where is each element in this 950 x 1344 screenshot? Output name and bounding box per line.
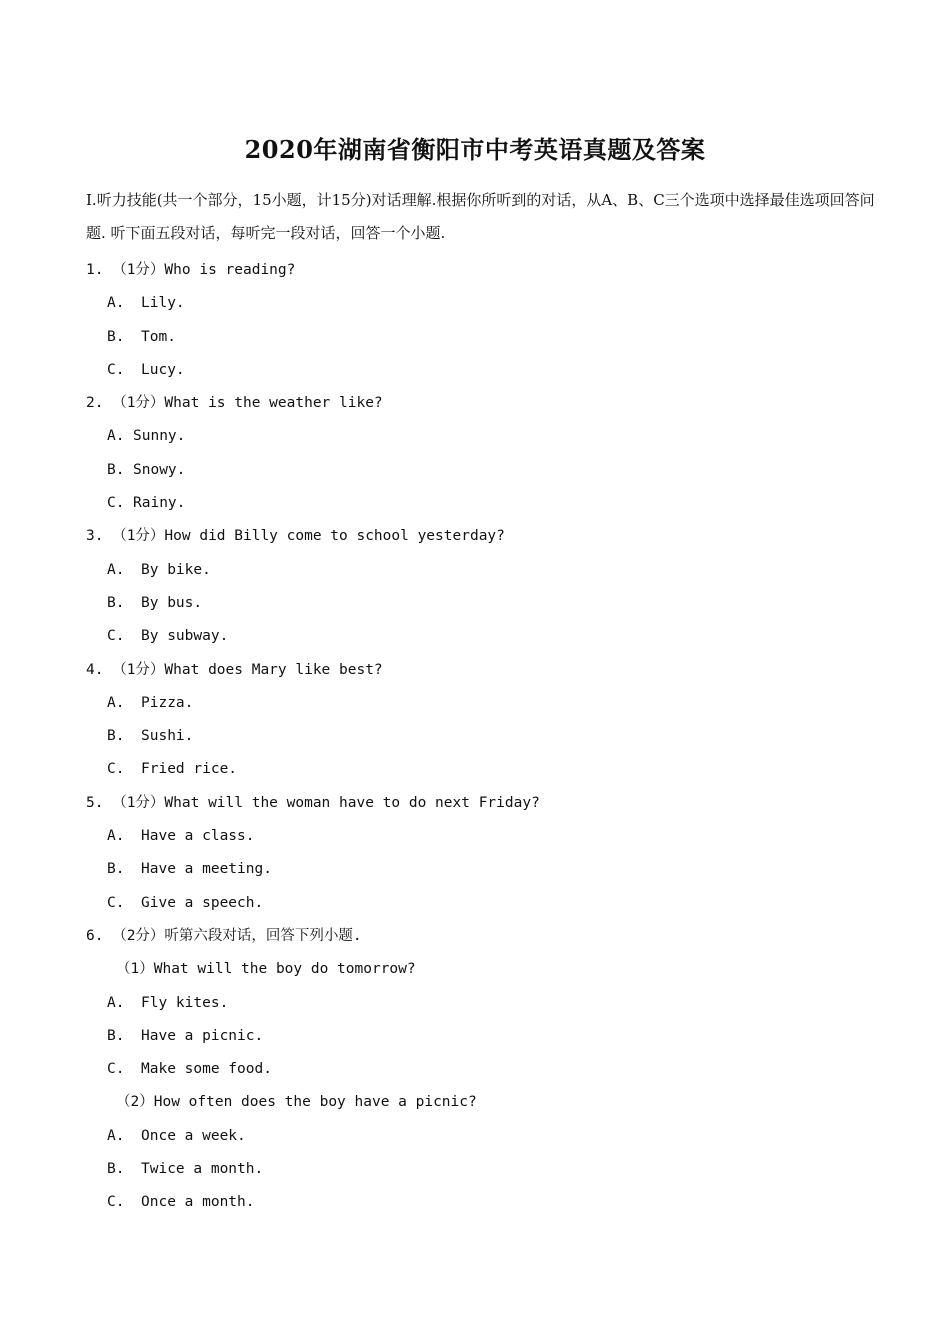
option-text: Once a month. — [141, 1194, 255, 1211]
question-1-option-c[interactable] — [86, 354, 876, 387]
question-6-1-option-c[interactable] — [86, 1053, 876, 1086]
question-1-option-b[interactable] — [86, 321, 876, 354]
option-text: Snowy. — [133, 461, 186, 478]
question-5-option-c[interactable] — [86, 887, 876, 920]
option-text: Have a meeting. — [141, 861, 272, 878]
option-text: Fly kites. — [141, 994, 229, 1011]
question-6-2-option-c[interactable] — [86, 1186, 876, 1219]
question-3-stem: 3. （1分）How did Billy come to school yesterday? — [86, 528, 505, 545]
document-title: 2020年湖南省衡阳市中考英语真题及答案 — [244, 135, 706, 164]
option-text: Pizza. — [141, 694, 194, 711]
question-2-option-b[interactable] — [86, 454, 876, 487]
question-5-option-a[interactable] — [86, 820, 876, 853]
option-text: By bike. — [141, 561, 211, 578]
option-letter: A. — [107, 694, 125, 711]
section-intro: I.听力技能(共一个部分，15小题，计15分)对话理解.根据你所听到的对话，从A、B、C三个选项中选择最佳选项回答问题. 听下面五段对话，每听完一段对话，回答一个小题. — [86, 191, 875, 242]
option-text: Sushi. — [141, 728, 194, 745]
option-text: Have a picnic. — [141, 1027, 264, 1044]
option-text: Twice a month. — [141, 1161, 264, 1178]
option-letter: C. — [107, 628, 125, 645]
option-letter: B. — [107, 328, 125, 345]
option-letter: C. — [107, 495, 125, 512]
question-6-2-option-a[interactable] — [86, 1120, 876, 1153]
option-letter: C. — [107, 761, 125, 778]
question-6-1-option-b[interactable] — [86, 1020, 876, 1053]
option-letter: C. — [107, 894, 125, 911]
option-text: Rainy. — [133, 495, 186, 512]
question-4-option-b[interactable] — [86, 720, 876, 753]
question-1-stem: 1. （1分）Who is reading? — [86, 262, 296, 278]
option-text: Lily. — [141, 295, 185, 312]
option-letter: A. — [107, 428, 125, 445]
option-letter: B. — [107, 861, 125, 878]
option-letter: A. — [107, 1127, 125, 1144]
option-letter: C. — [107, 1061, 125, 1078]
option-text: Sunny. — [133, 428, 186, 445]
question-2-stem: 2. （1分）What is the weather like? — [86, 395, 383, 412]
option-text: Have a class. — [141, 828, 255, 845]
question-2-option-c[interactable] — [86, 487, 876, 520]
option-letter: A. — [107, 561, 125, 578]
option-letter: A. — [107, 295, 125, 312]
option-letter: C. — [107, 361, 125, 378]
option-text: Lucy. — [141, 361, 185, 378]
option-letter: C. — [107, 1194, 125, 1211]
question-4-option-a[interactable] — [86, 687, 876, 720]
question-6-stem: 6. （2分）听第六段对话，回答下列小题. — [86, 927, 362, 944]
option-letter: B. — [107, 1027, 125, 1044]
question-6-sub-1-stem: （1）What will the boy do tomorrow? — [116, 961, 416, 978]
option-letter: B. — [107, 728, 125, 745]
option-letter: A. — [107, 994, 125, 1011]
option-text: Make some food. — [141, 1061, 272, 1078]
question-5-option-b[interactable] — [86, 853, 876, 886]
option-text: Give a speech. — [141, 894, 264, 911]
question-6-1-option-a[interactable] — [86, 987, 876, 1020]
option-letter: A. — [107, 828, 125, 845]
question-4-option-c[interactable] — [86, 753, 876, 786]
option-text: Fried rice. — [141, 761, 238, 778]
question-6-2-option-b[interactable] — [86, 1153, 876, 1186]
option-letter: B. — [107, 1161, 125, 1178]
question-6-sub-2-stem: （2）How often does the boy have a picnic? — [116, 1094, 477, 1111]
option-letter: B. — [107, 461, 125, 478]
question-5-stem: 5. （1分）What will the woman have to do next Friday? — [86, 794, 540, 811]
option-text: Tom. — [141, 328, 176, 345]
option-text: By subway. — [141, 628, 229, 645]
question-3-option-c[interactable] — [86, 620, 876, 653]
option-letter: B. — [107, 594, 125, 611]
option-text: By bus. — [141, 594, 203, 611]
question-list — [86, 254, 876, 1220]
question-4-stem: 4. （1分）What does Mary like best? — [86, 661, 383, 678]
option-text: Once a week. — [141, 1127, 246, 1144]
question-3-option-a[interactable] — [86, 554, 876, 587]
question-3-option-b[interactable] — [86, 587, 876, 620]
question-2-option-a[interactable] — [86, 420, 876, 453]
question-1-option-a[interactable] — [86, 287, 876, 320]
